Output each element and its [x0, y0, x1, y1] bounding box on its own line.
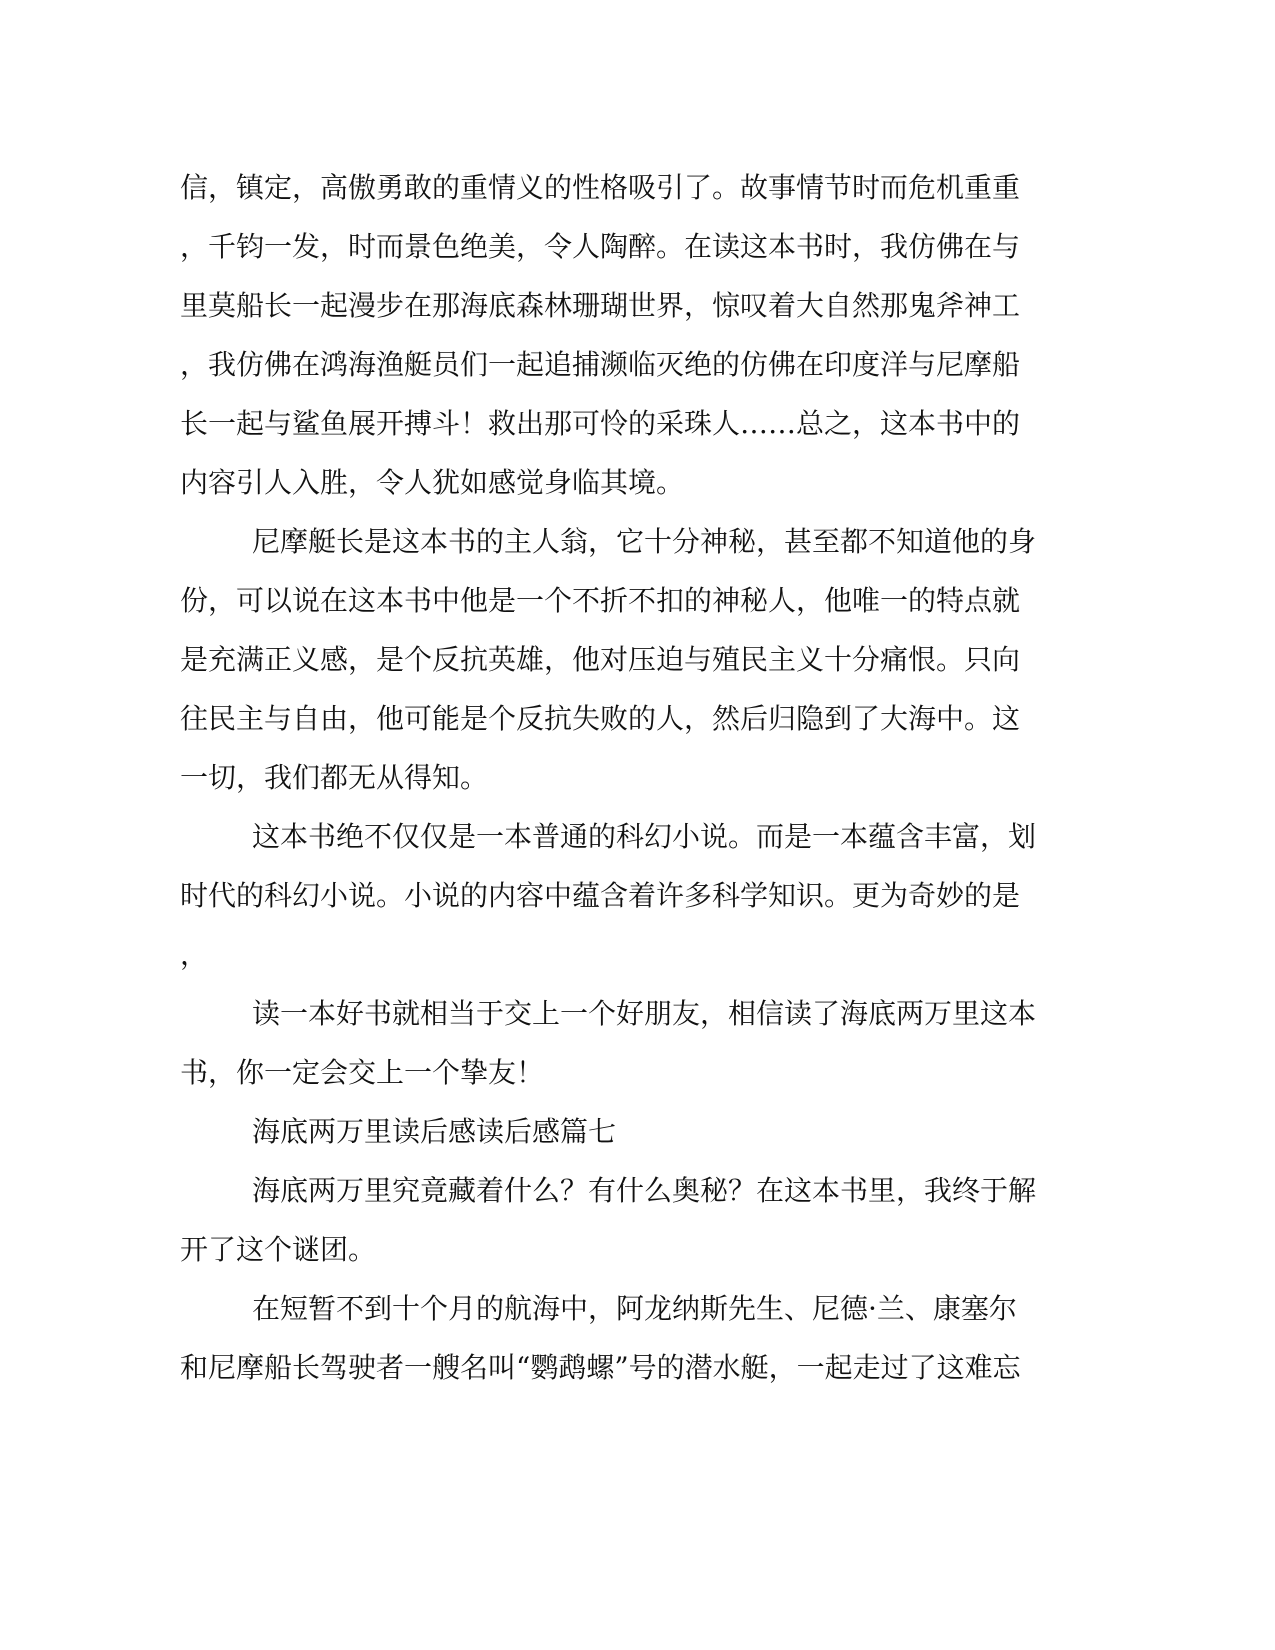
paragraph-start-line: 这本书绝不仅仅是一本普通的科幻小说。而是一本蕴含丰富，划: [252, 820, 1037, 853]
paragraph-start-line: 海底两万里究竟藏着什么？有什么奥秘？在这本书里，我终于解: [252, 1174, 1037, 1207]
text-line: 一切，我们都无从得知。: [180, 761, 489, 794]
text-line: 信，镇定，高傲勇敢的重情义的性格吸引了。故事情节时而危机重重: [180, 171, 1021, 204]
text-line: 往民主与自由，他可能是个反抗失败的人，然后归隐到了大海中。这: [180, 702, 1021, 735]
text-line: 长一起与鲨鱼展开搏斗！救出那可怜的采珠人……总之，这本书中的: [180, 407, 1021, 440]
paragraph-start-line: 在短暂不到十个月的航海中，阿龙纳斯先生、尼德·兰、康塞尔: [252, 1292, 1017, 1325]
text-line: 里莫船长一起漫步在那海底森林珊瑚世界，惊叹着大自然那鬼斧神工: [180, 289, 1021, 322]
text-line: 是充满正义感，是个反抗英雄，他对压迫与殖民主义十分痛恨。只向: [180, 643, 1021, 676]
paragraph-start-line: 尼摩艇长是这本书的主人翁，它十分神秘，甚至都不知道他的身: [252, 525, 1037, 558]
paragraph-start-line: 读一本好书就相当于交上一个好朋友，相信读了海底两万里这本: [252, 997, 1037, 1030]
text-line: 开了这个谜团。: [180, 1233, 377, 1266]
text-line: 时代的科幻小说。小说的内容中蕴含着许多科学知识。更为奇妙的是: [180, 879, 1021, 912]
text-line: ，千钧一发，时而景色绝美，令人陶醉。在读这本书时，我仿佛在与: [180, 230, 1021, 263]
section-heading: 海底两万里读后感读后感篇七: [252, 1115, 617, 1148]
text-line: 书，你一定会交上一个挚友！: [180, 1056, 545, 1089]
text-line: ，我仿佛在鸿海渔艇员们一起追捕濒临灭绝的仿佛在印度洋与尼摩船: [180, 348, 1021, 381]
body-text: [180, 158, 1060, 1397]
text-line: 和尼摩船长驾驶者一艘名叫“鹦鹉螺”号的潜水艇，一起走过了这难忘: [180, 1351, 1021, 1384]
text-line: ，: [180, 938, 209, 971]
text-line: 内容引人入胜，令人犹如感觉身临其境。: [180, 466, 685, 499]
text-line: 份，可以说在这本书中他是一个不折不扣的神秘人，他唯一的特点就: [180, 584, 1021, 617]
